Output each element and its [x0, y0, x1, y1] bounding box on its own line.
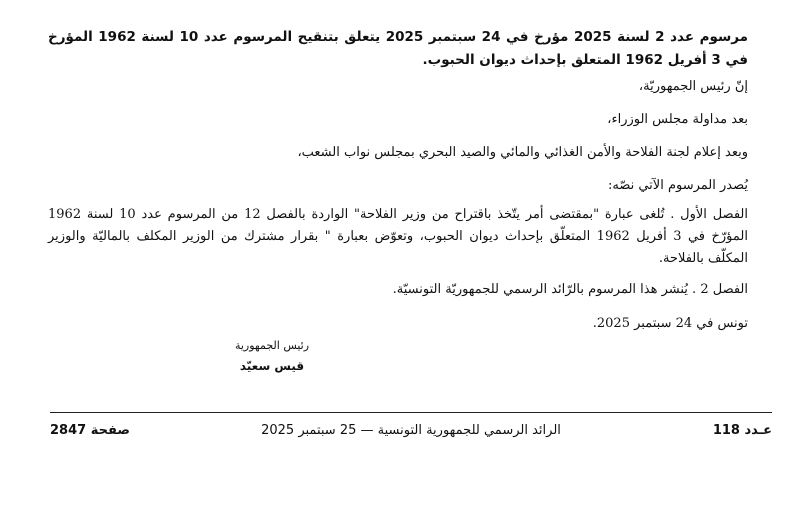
promulgation-line: يُصدر المرسوم الآتي نصّه:	[607, 178, 748, 193]
signature-title: رئيس الجمهورية	[234, 339, 310, 352]
page-number: صفحة 2847	[50, 423, 130, 438]
preamble-committee: وبعد إعلام لجنة الفلاحة والأمن الغذائي والمائي والصيد البحري بمجلس نواب الشعب،	[297, 145, 748, 160]
journal-title-text: الرائد الرسمي للجمهورية التونسية — 25 سبتمبر 2025	[261, 423, 561, 438]
issue-number: عـدد 118	[712, 423, 772, 438]
decree-title: مرسوم عدد 2 لسنة 2025 مؤرخ في 24 سبتمبر 2025 يتعلق بتنقيح المرسوم عدد 10 لسنة 1962 المؤرخ في 3 أفريل 1962 المتعلق بإحداث ديوان الحبوب.	[48, 29, 749, 68]
article-1: الفصل الأول . تُلغى عبارة "بمقتضى أمر يتّخذ باقتراح من وزير الفلاحة" الواردة بالفصل 12 من المرسوم عدد 10 لسنة 1962 المؤرّخ في 3 أفريل 1962 المتعلّق بإحداث ديوان الحبوب، وتعوّض بعبارة " بقرار مشترك من الوزير المكلف بالماليّة والوزير المكلّف بالفلاحة.	[48, 207, 748, 266]
journal-title-date	[50, 420, 772, 442]
signature-name: قيس سعيّد	[239, 359, 305, 373]
preamble-council: بعد مداولة مجلس الوزراء،	[607, 112, 748, 127]
place-date: تونس في 24 سبتمبر 2025.	[592, 316, 748, 331]
article-2: الفصل 2 . يُنشر هذا المرسوم بالرّائد الرسمي للجمهوريّة التونسيّة.	[392, 282, 748, 297]
footer-divider	[50, 412, 772, 413]
preamble-president: إنّ رئيس الجمهوريّة،	[638, 79, 748, 94]
page-footer	[50, 420, 772, 442]
